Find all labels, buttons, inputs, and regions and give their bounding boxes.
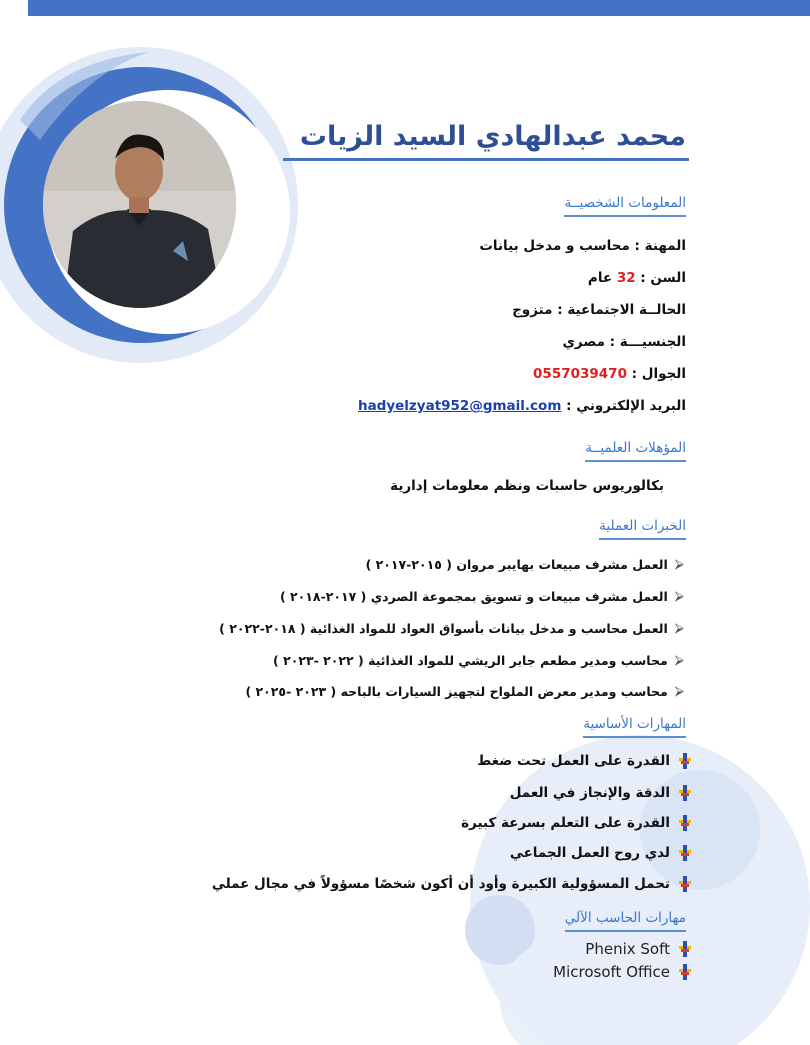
pushpin-icon	[678, 753, 692, 769]
section-title-experience: الخبرات العملية	[599, 518, 686, 540]
experience-item	[219, 621, 684, 636]
job-value: محاسب و مدخل بيانات	[479, 238, 630, 254]
pushpin-icon	[678, 876, 692, 892]
arrow-icon: ⮚	[674, 684, 684, 699]
marital-value: متزوج	[512, 302, 553, 318]
skill-text: القدرة على العمل تحت ضغط	[477, 753, 670, 769]
email-label: البريد الإلكتروني :	[561, 398, 686, 414]
computer-skill-item	[553, 963, 692, 981]
job-line	[479, 238, 686, 254]
experience-text: العمل مشرف مبيعات بهايبر مروان ( ٢٠١٥-٢٠١٧ )	[365, 557, 668, 572]
computer-skill-text: Phenix Soft	[585, 940, 670, 958]
skill-item	[510, 785, 692, 801]
arrow-icon: ⮚	[674, 557, 684, 572]
arrow-icon: ⮚	[674, 589, 684, 604]
experience-item	[280, 589, 684, 604]
computer-skill-item	[585, 940, 692, 958]
section-title-skills: المهارات الأساسية	[583, 716, 686, 738]
experience-text: العمل مشرف مبيعات و تسويق بمجموعة الصردي ( ٢٠١٧-٢٠١٨ )	[279, 589, 668, 604]
skill-text: الدقة والإنجاز في العمل	[509, 785, 670, 801]
section-title-computer: مهارات الحاسب الآلي	[565, 910, 686, 932]
email-link[interactable]: hadyelzyat952@gmail.com	[357, 398, 562, 414]
profile-photo	[43, 101, 236, 308]
age-value: 32	[616, 270, 636, 286]
skill-item	[212, 876, 692, 892]
nationality-line	[563, 334, 686, 350]
pushpin-icon	[678, 964, 692, 980]
experience-text: العمل محاسب و مدخل بيانات بأسواق العواد للمواد الغذائية ( ٢٠١٨-٢٠٢٢ )	[219, 621, 668, 636]
marital-line	[512, 302, 686, 318]
mobile-label: الجوال :	[626, 366, 686, 382]
experience-text: محاسب ومدير مطعم جابر الريشي للمواد الغذائية ( ٢٠٢٢ -٢٠٢٣ )	[272, 653, 668, 668]
job-label: المهنة :	[629, 238, 686, 254]
arrow-icon: ⮚	[674, 621, 684, 636]
skill-item	[477, 753, 692, 769]
experience-item	[273, 653, 684, 668]
pushpin-icon	[678, 815, 692, 831]
computer-skill-text: Microsoft Office	[553, 963, 670, 981]
age-label: السن :	[635, 270, 686, 286]
experience-item	[366, 557, 684, 572]
pushpin-icon	[678, 941, 692, 957]
experience-text: محاسب ومدير معرض الملواح لتجهيز السيارات بالباحه ( ٢٠٢٣ -٢٠٢٥ )	[245, 684, 668, 699]
nationality-label: الجنسيـــة :	[604, 334, 686, 350]
skill-text: القدرة على التعلم بسرعة كبيرة	[461, 815, 670, 831]
skill-text: تحمل المسؤولية الكبيرة وأود أن أكون شخصًا مسؤولاً في مجال عملي	[211, 876, 670, 892]
arrow-icon: ⮚	[674, 653, 684, 668]
name-underline	[283, 158, 689, 161]
mobile-value: 0557039470	[533, 366, 627, 382]
experience-item	[245, 684, 684, 699]
section-title-education: المؤهلات العلميــة	[585, 440, 686, 462]
degree-text: بكالوريوس حاسبات ونظم معلومات إدارية	[390, 478, 664, 494]
pushpin-icon	[678, 785, 692, 801]
skill-item	[510, 845, 692, 861]
marital-label: الحالــة الاجتماعية :	[552, 302, 686, 318]
pushpin-icon	[678, 845, 692, 861]
email-line	[358, 398, 686, 414]
age-unit: عام	[587, 270, 617, 286]
person-name: محمد عبدالهادي السيد الزيات	[299, 121, 686, 152]
skill-item	[461, 815, 692, 831]
section-title-personal: المعلومات الشخصيــة	[564, 195, 686, 217]
mobile-line	[533, 366, 686, 382]
age-line	[588, 270, 686, 286]
nationality-value: مصري	[562, 334, 605, 350]
skill-text: لدي روح العمل الجماعي	[509, 845, 670, 861]
